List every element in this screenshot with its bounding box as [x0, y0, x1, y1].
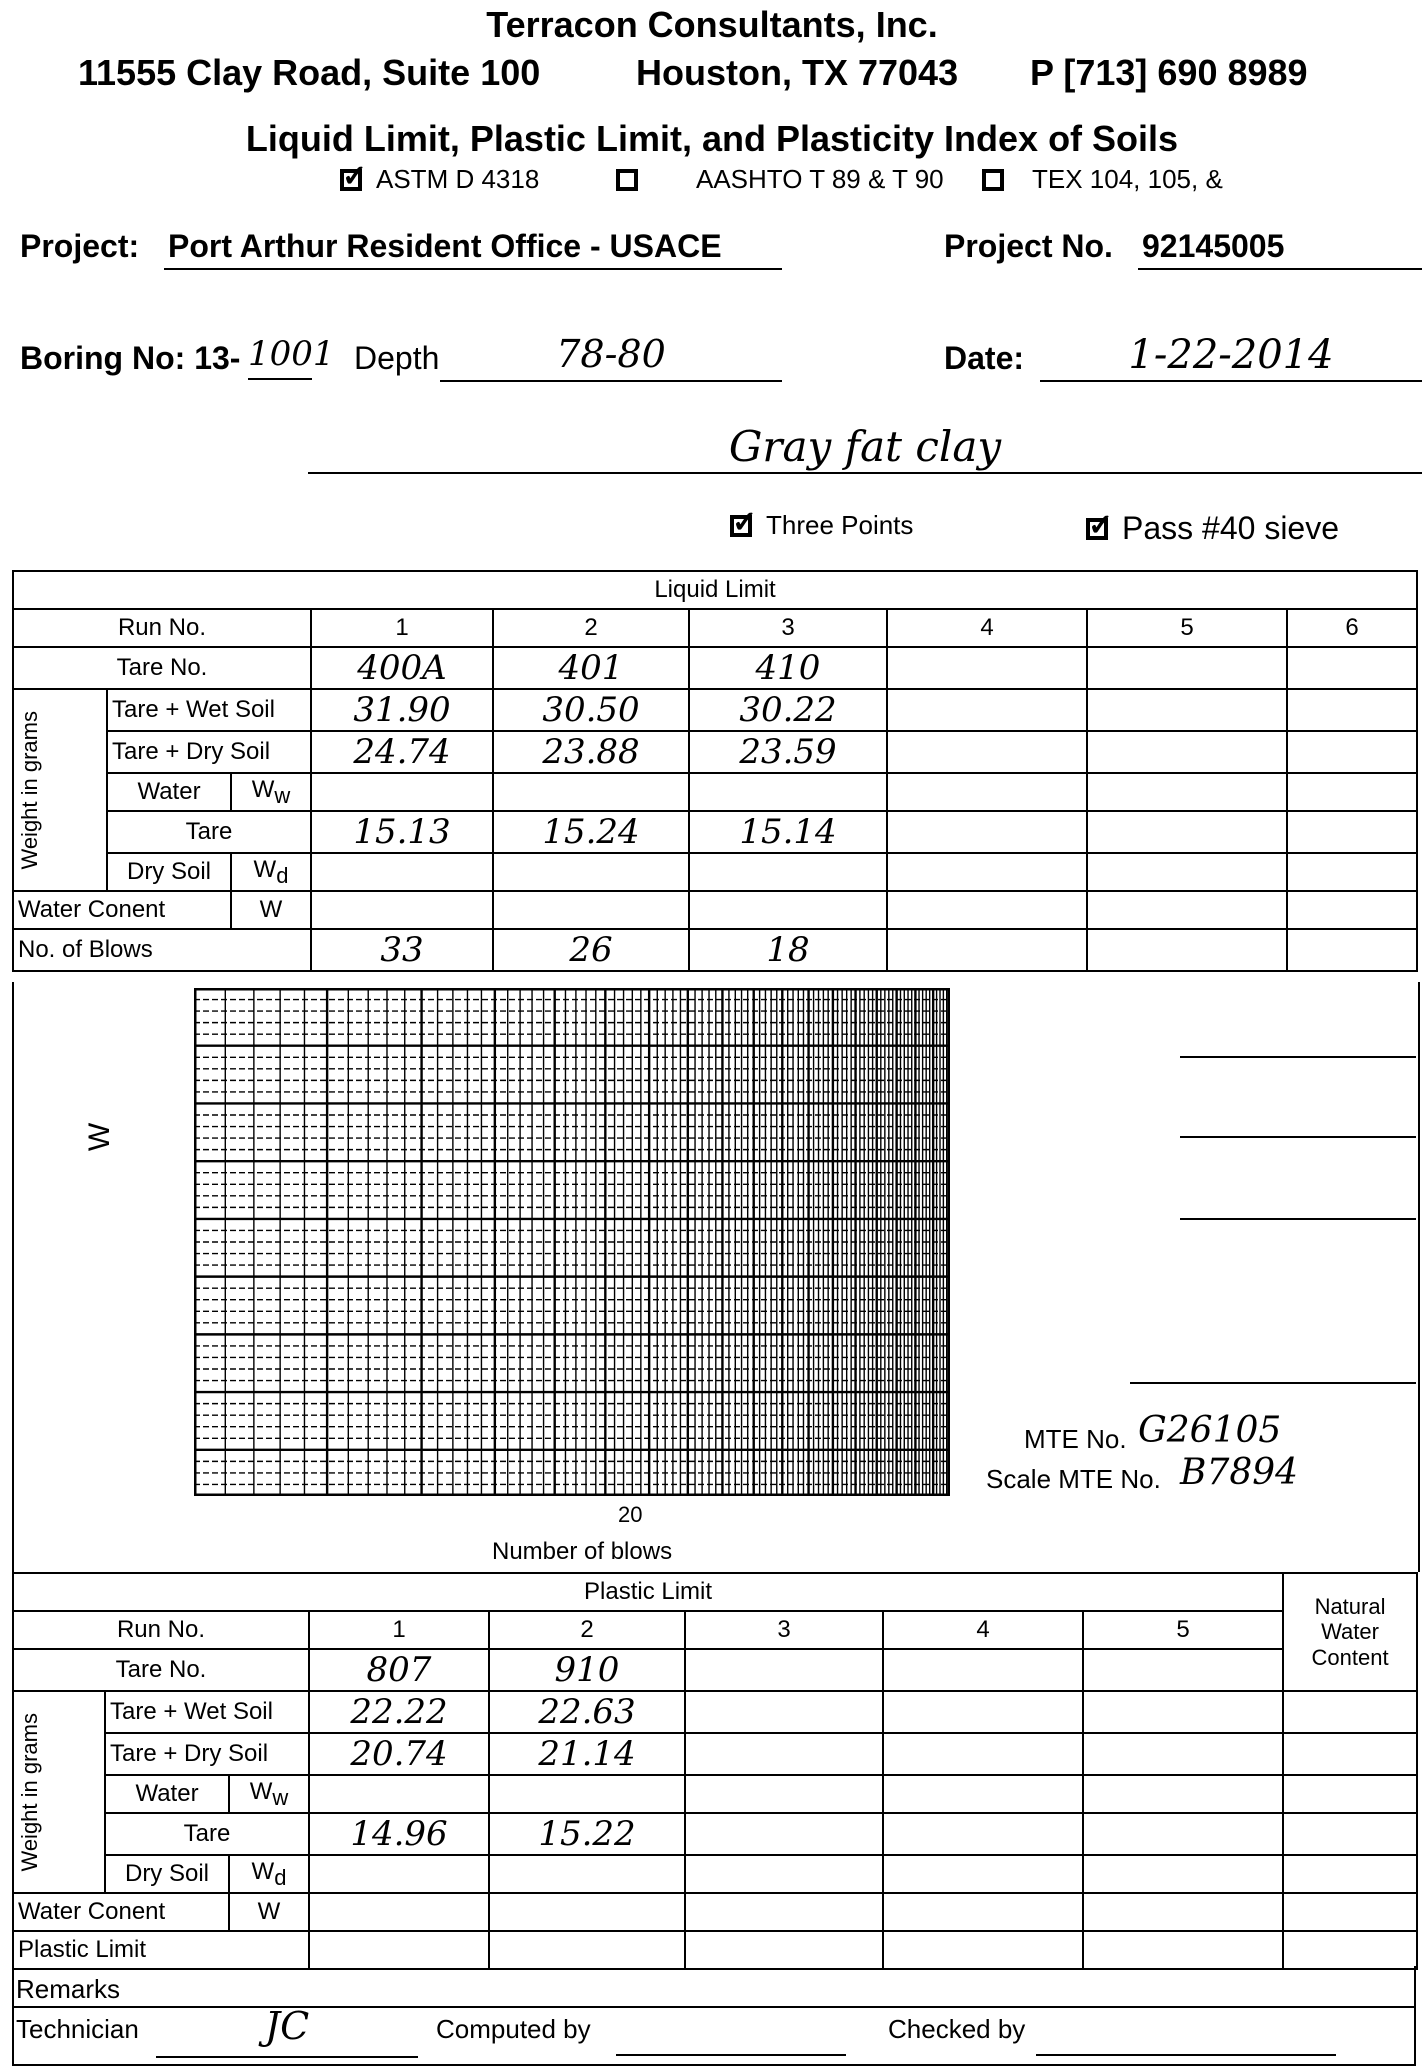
ll-drysoil-cell[interactable] [1087, 853, 1287, 891]
ll-wet-cell[interactable] [1287, 689, 1417, 731]
liquid-limit-title: Liquid Limit [13, 571, 1417, 609]
pl-tare-cell[interactable]: 15.22 [489, 1813, 685, 1855]
ll-tare-no-cell[interactable]: 401 [493, 647, 689, 689]
ll-blows-cell[interactable]: 33 [311, 929, 493, 971]
pl-run: 3 [685, 1611, 883, 1649]
pl-weight-label: Weight in grams [13, 1691, 105, 1893]
ll-tare-cell[interactable] [887, 811, 1087, 853]
ll-drysoil-label: Dry Soil [107, 853, 231, 891]
result-line[interactable] [1180, 1202, 1416, 1220]
pl-drysoil-cell[interactable] [685, 1855, 883, 1893]
ll-wc-cell[interactable] [311, 891, 493, 929]
ll-dry-cell[interactable] [887, 731, 1087, 773]
ll-tare-cell[interactable]: 15.14 [689, 811, 887, 853]
project-label: Project: [20, 228, 140, 264]
ll-water-cell[interactable] [493, 773, 689, 811]
pl-drysoil-label: Dry Soil [105, 1855, 229, 1893]
ll-wet-cell[interactable] [1087, 689, 1287, 731]
ll-wc-symbol: W [231, 891, 311, 929]
ll-water-cell[interactable] [1087, 773, 1287, 811]
pl-tare-label: Tare [105, 1813, 309, 1855]
pl-run: 2 [489, 1611, 685, 1649]
pl-plastic-limit-label: Plastic Limit [13, 1931, 309, 1969]
pl-nwc-cell[interactable] [1283, 1813, 1417, 1855]
pl-drysoil-cell[interactable] [309, 1855, 489, 1893]
pl-nwc-cell[interactable] [1283, 1855, 1417, 1893]
flow-curve-grid[interactable] [194, 988, 950, 1496]
pl-drysoil-cell[interactable] [489, 1855, 685, 1893]
pl-wet-cell[interactable] [883, 1691, 1083, 1733]
company-city: Houston, TX 77043 [636, 52, 959, 93]
pl-plastic-limit-cell[interactable] [685, 1931, 883, 1969]
ll-tare-no-cell[interactable] [1287, 647, 1417, 689]
three-points-option[interactable] [730, 510, 913, 541]
pl-dry-cell[interactable]: 20.74 [309, 1733, 489, 1775]
boring-field[interactable] [248, 334, 335, 380]
pl-run: 5 [1083, 1611, 1283, 1649]
pl-water-label: Water [105, 1775, 229, 1813]
ll-wet-cell[interactable]: 30.50 [493, 689, 689, 731]
ll-wc-cell[interactable] [493, 891, 689, 929]
ll-tare-no-cell[interactable] [1087, 647, 1287, 689]
scale-mte-label: Scale MTE No. [986, 1464, 1161, 1494]
ll-tare-label: Tare [107, 811, 311, 853]
ll-dry-cell[interactable]: 24.74 [311, 731, 493, 773]
pl-tare-no-label: Tare No. [13, 1649, 309, 1691]
pl-tare-no-cell[interactable] [685, 1649, 883, 1691]
pl-dry-label: Tare + Dry Soil [105, 1733, 309, 1775]
ll-dry-cell[interactable]: 23.59 [689, 731, 887, 773]
ll-tare-no-label: Tare No. [13, 647, 311, 689]
description-value: Gray fat clay [728, 422, 1002, 471]
pl-wc-label: Water Conent [13, 1893, 229, 1931]
pl-dry-cell[interactable] [1083, 1733, 1283, 1775]
boring-value: 1001 [248, 334, 335, 374]
chart-y-label: W [83, 1122, 117, 1152]
pl-water-cell[interactable] [883, 1775, 1083, 1813]
mte-value[interactable]: G26105 [1138, 1410, 1282, 1451]
pl-water-cell[interactable] [309, 1775, 489, 1813]
ll-water-cell[interactable] [311, 773, 493, 811]
result-line[interactable] [1180, 1040, 1416, 1058]
ll-drysoil-cell[interactable] [689, 853, 887, 891]
pl-drysoil-cell[interactable] [883, 1855, 1083, 1893]
pl-tare-no-cell[interactable] [883, 1649, 1083, 1691]
depth-value: 78-80 [556, 332, 666, 376]
ll-drysoil-symbol: $W_d$ [231, 853, 311, 891]
ll-run: 1 [311, 609, 493, 647]
checked-by-label: Checked by [888, 2014, 1026, 2044]
pl-tare-cell[interactable]: 14.96 [309, 1813, 489, 1855]
pl-dry-cell[interactable] [883, 1733, 1083, 1775]
pl-wc-cell[interactable] [685, 1893, 883, 1931]
ll-wc-label: Water Conent [13, 891, 231, 929]
date-value: 1-22-2014 [1128, 332, 1334, 378]
ll-wet-cell[interactable] [887, 689, 1087, 731]
pl-nwc-cell[interactable] [1283, 1691, 1417, 1733]
description-field[interactable] [308, 422, 1422, 474]
pl-dry-cell[interactable] [685, 1733, 883, 1775]
ll-weight-label: Weight in grams [13, 689, 107, 891]
ll-wc-cell[interactable] [1287, 891, 1417, 929]
project-field[interactable] [164, 228, 782, 270]
standard-astm-label: ASTM D 4318 [376, 164, 540, 194]
liquid-limit-table [12, 570, 1418, 972]
ll-blows-cell[interactable] [1087, 929, 1287, 971]
ll-tare-cell[interactable] [1287, 811, 1417, 853]
chart-x-label: Number of blows [492, 1538, 673, 1565]
pl-wet-cell[interactable]: 22.63 [489, 1691, 685, 1733]
ll-water-cell[interactable] [1287, 773, 1417, 811]
ll-blows-label: No. of Blows [13, 929, 311, 971]
plastic-limit-title: Plastic Limit [13, 1573, 1283, 1611]
result-line[interactable] [1130, 1366, 1416, 1384]
technician-value: JC [264, 2004, 310, 2048]
ll-wc-cell[interactable] [887, 891, 1087, 929]
ll-water-cell[interactable] [887, 773, 1087, 811]
pl-wet-cell[interactable]: 22.22 [309, 1691, 489, 1733]
pl-water-cell[interactable] [489, 1775, 685, 1813]
ll-water-label: Water [107, 773, 231, 811]
pl-wc-cell[interactable] [883, 1893, 1083, 1931]
three-points-label: Three Points [766, 510, 914, 540]
company-name: Terracon Consultants, Inc. [486, 4, 938, 45]
checkbox-pass-sieve[interactable] [1086, 518, 1108, 540]
ll-run: 6 [1287, 609, 1417, 647]
ll-wc-cell[interactable] [689, 891, 887, 929]
pl-wc-cell[interactable] [309, 1893, 489, 1931]
standard-tex-label: TEX 104, 105, & [1032, 164, 1223, 194]
pl-wc-cell[interactable] [1083, 1893, 1283, 1931]
company-phone: P [713] 690 8989 [1030, 52, 1308, 93]
pl-wet-cell[interactable] [1083, 1691, 1283, 1733]
pl-tare-cell[interactable] [883, 1813, 1083, 1855]
pl-tare-no-cell[interactable]: 910 [489, 1649, 685, 1691]
pl-run: 4 [883, 1611, 1083, 1649]
chart-x-tick: 20 [618, 1502, 643, 1527]
project-number-value: 92145005 [1142, 228, 1285, 264]
checkbox-three-points[interactable] [730, 515, 752, 537]
ll-run: 4 [887, 609, 1087, 647]
pl-plastic-limit-cell[interactable] [1083, 1931, 1283, 1969]
pl-nwc-cell[interactable] [1283, 1775, 1417, 1813]
ll-drysoil-cell[interactable] [1287, 853, 1417, 891]
standard-aashto[interactable] [616, 164, 944, 195]
pl-wc-cell[interactable] [489, 1893, 685, 1931]
pl-nwc-cell[interactable] [1283, 1931, 1417, 1969]
plastic-limit-table [12, 1572, 1418, 1970]
checkbox-aashto[interactable] [616, 169, 638, 191]
result-line[interactable] [1180, 1120, 1416, 1138]
checkbox-tex[interactable] [982, 169, 1004, 191]
ll-drysoil-cell[interactable] [493, 853, 689, 891]
scale-mte-value[interactable]: B7894 [1180, 1452, 1299, 1493]
pl-water-cell[interactable] [685, 1775, 883, 1813]
pl-tare-no-cell[interactable] [1083, 1649, 1283, 1691]
pl-tare-cell[interactable] [685, 1813, 883, 1855]
depth-field[interactable] [440, 332, 782, 382]
project-number-field[interactable] [1138, 228, 1422, 270]
technician-field[interactable] [156, 2004, 418, 2058]
ll-tare-cell[interactable]: 15.24 [493, 811, 689, 853]
pl-nwc-cell[interactable] [1283, 1893, 1417, 1931]
depth-label: Depth [354, 340, 440, 376]
ll-wet-cell[interactable]: 31.90 [311, 689, 493, 731]
pl-wet-cell[interactable] [685, 1691, 883, 1733]
ll-wet-label: Tare + Wet Soil [107, 689, 311, 731]
pl-wet-label: Tare + Wet Soil [105, 1691, 309, 1733]
ll-blows-cell[interactable]: 26 [493, 929, 689, 971]
pl-run-no-label: Run No. [13, 1611, 309, 1649]
checkbox-astm[interactable] [340, 169, 362, 191]
pl-dry-cell[interactable]: 21.14 [489, 1733, 685, 1775]
ll-run: 2 [493, 609, 689, 647]
ll-tare-cell[interactable]: 15.13 [311, 811, 493, 853]
ll-blows-cell[interactable] [887, 929, 1087, 971]
ll-tare-cell[interactable] [1087, 811, 1287, 853]
ll-water-cell[interactable] [689, 773, 887, 811]
pl-plastic-limit-cell[interactable] [489, 1931, 685, 1969]
pl-drysoil-symbol: $W_d$ [229, 1855, 309, 1893]
pl-tare-no-cell[interactable]: 807 [309, 1649, 489, 1691]
project-value: Port Arthur Resident Office - USACE [168, 228, 722, 264]
technician-label: Technician [16, 2014, 139, 2044]
pass-sieve-option[interactable] [1086, 510, 1339, 547]
ll-tare-no-cell[interactable]: 400A [311, 647, 493, 689]
ll-drysoil-cell[interactable] [311, 853, 493, 891]
standard-tex[interactable] [982, 164, 1223, 195]
date-field[interactable] [1040, 332, 1422, 382]
ll-wc-cell[interactable] [1087, 891, 1287, 929]
pl-wc-symbol: W [229, 1893, 309, 1931]
pl-run: 1 [309, 1611, 489, 1649]
standard-aashto-label: AASHTO T 89 & T 90 [696, 164, 944, 194]
ll-dry-cell[interactable] [1087, 731, 1287, 773]
pl-tare-cell[interactable] [1083, 1813, 1283, 1855]
mte-label: MTE No. [1024, 1424, 1127, 1454]
pl-plastic-limit-cell[interactable] [309, 1931, 489, 1969]
ll-run: 3 [689, 609, 887, 647]
ll-dry-cell[interactable]: 23.88 [493, 731, 689, 773]
standard-astm[interactable] [340, 164, 539, 195]
ll-wet-cell[interactable]: 30.22 [689, 689, 887, 731]
pl-plastic-limit-cell[interactable] [883, 1931, 1083, 1969]
ll-drysoil-cell[interactable] [887, 853, 1087, 891]
pl-water-cell[interactable] [1083, 1775, 1283, 1813]
ll-water-symbol: $W_w$ [231, 773, 311, 811]
computed-by-field[interactable] [616, 2010, 846, 2056]
checked-by-field[interactable] [1036, 2010, 1336, 2056]
ll-dry-label: Tare + Dry Soil [107, 731, 311, 773]
ll-run-no-label: Run No. [13, 609, 311, 647]
ll-run: 5 [1087, 609, 1287, 647]
natural-water-content-label: Natural Water Content [1283, 1573, 1417, 1691]
ll-tare-no-cell[interactable]: 410 [689, 647, 887, 689]
ll-blows-cell[interactable]: 18 [689, 929, 887, 971]
project-number-label: Project No. [944, 228, 1113, 264]
form-title: Liquid Limit, Plastic Limit, and Plasticity Index of Soils [245, 118, 1179, 159]
date-label: Date: [944, 340, 1025, 376]
remarks-label: Remarks [16, 1974, 121, 2004]
pl-water-symbol: $W_w$ [229, 1775, 309, 1813]
pl-nwc-cell[interactable] [1283, 1733, 1417, 1775]
ll-blows-cell[interactable] [1287, 929, 1417, 971]
ll-tare-no-cell[interactable] [887, 647, 1087, 689]
boring-label: Boring No: 13- [20, 340, 241, 376]
ll-dry-cell[interactable] [1287, 731, 1417, 773]
company-address: 11555 Clay Road, Suite 100 [78, 52, 541, 93]
pl-drysoil-cell[interactable] [1083, 1855, 1283, 1893]
computed-by-label: Computed by [436, 2014, 591, 2044]
pass-sieve-label: Pass #40 sieve [1122, 510, 1340, 546]
